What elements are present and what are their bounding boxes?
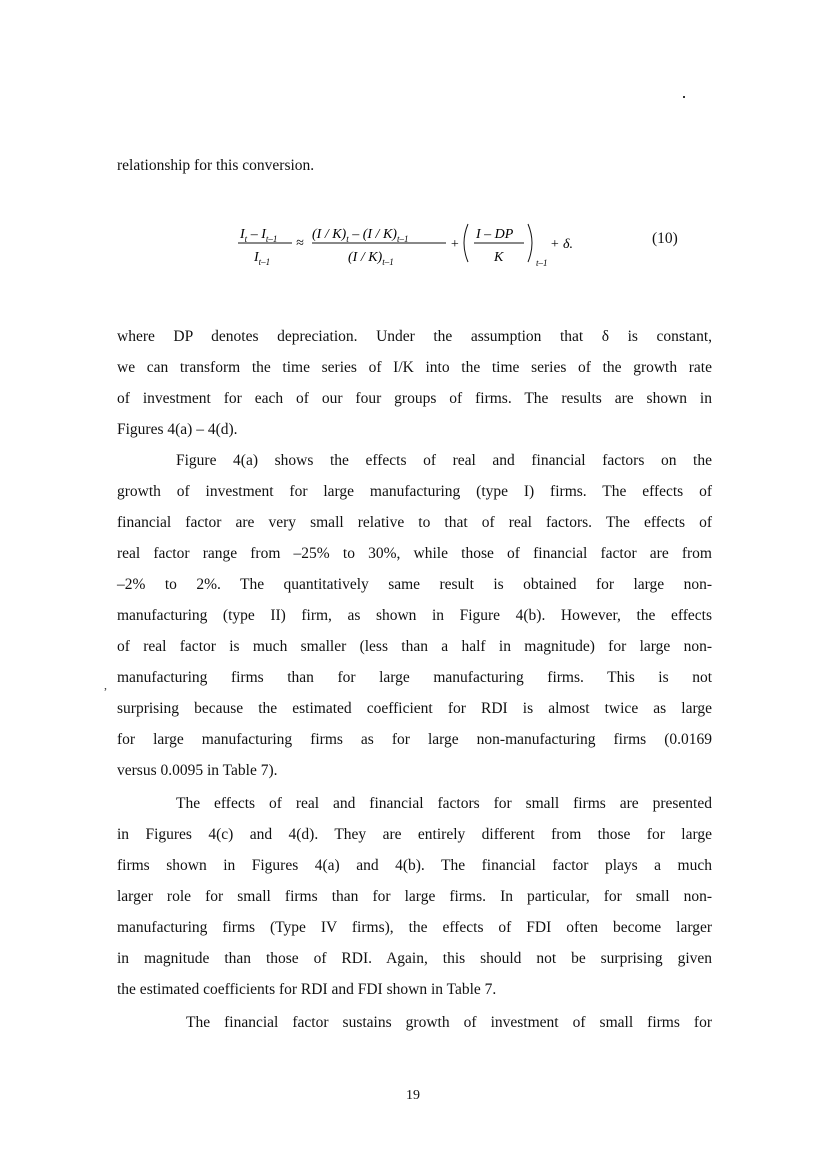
paragraph-line: the estimated coefficients for RDI and FDI shown in Table 7. (117, 981, 497, 998)
paragraph-line: manufacturing (type II) firm, as shown in Figure 4(b). However, the effects (117, 607, 712, 624)
lhs-denominator: $I_{t-1}$ (254, 250, 271, 267)
equation-number: (10) (652, 230, 678, 247)
paragraph-line: where DP denotes depreciation. Under the assumption that δ is constant, (117, 328, 712, 345)
paragraph-line: real factor range from –25% to 30%, while those of financial factor are from (117, 545, 712, 562)
paragraph-line: in Figures 4(c) and 4(d). They are entirely different from those for large (117, 826, 712, 843)
lhs-numerator: $I_t - I_{t-1}$ (240, 227, 278, 244)
paragraph-line: The effects of real and financial factors for small firms are presented (176, 795, 712, 812)
paragraph-line: –2% to 2%. The quantitatively same result is obtained for large non- (117, 576, 712, 593)
paragraph-line: relationship for this conversion. (117, 157, 315, 174)
frac1-numerator: $(I / K)_t - (I / K)_{t-1}$ (312, 227, 409, 244)
paragraph-line: of real factor is much smaller (less than a half in magnitude) for large non- (117, 638, 712, 655)
paragraph-line: financial factor are very small relative to that of real factors. The effects of (117, 514, 712, 531)
page-number: 19 (406, 1088, 420, 1103)
plus-sign: + (450, 237, 460, 252)
paragraph-line: The financial factor sustains growth of investment of small firms for (186, 1014, 712, 1031)
scan-speck (683, 96, 685, 98)
frac2-numerator: I – DP (476, 227, 514, 242)
paragraph-line: for large manufacturing firms as for large non-manufacturing firms (0.0169 (117, 731, 712, 748)
paragraph-line: growth of investment for large manufacturing (type I) firms. The effects of (117, 483, 712, 500)
equation-10 (228, 218, 588, 268)
paragraph-line: of investment for each of our four groups of firms. The results are shown in (117, 390, 712, 407)
paragraph-line: versus 0.0095 in Table 7). (117, 762, 278, 779)
paragraph-line: surprising because the estimated coefficient for RDI is almost twice as large (117, 700, 712, 717)
delta-term: + δ. (550, 237, 573, 252)
paragraph-line: Figures 4(a) – 4(d). (117, 421, 238, 438)
paragraph-line: manufacturing firms than for large manufacturing firms. This is not (117, 669, 712, 686)
frac2-subscript: t–1 (536, 258, 548, 268)
paragraph-line: Figure 4(a) shows the effects of real and financial factors on the (176, 452, 712, 469)
paragraph-line: larger role for small firms than for large firms. In particular, for small non- (117, 888, 712, 905)
paragraph-line: we can transform the time series of I/K into the time series of the growth rate (117, 359, 712, 376)
paragraph-line: in magnitude than those of RDI. Again, this should not be surprising given (117, 950, 712, 967)
paragraph-line: firms shown in Figures 4(a) and 4(b). The financial factor plays a much (117, 857, 712, 874)
frac1-denominator: $(I / K)_{t-1}$ (348, 250, 394, 267)
approx-sign: ≈ (296, 236, 304, 251)
paragraph-line: manufacturing firms (Type IV firms), the effects of FDI often become larger (117, 919, 712, 936)
margin-mark: , (104, 678, 107, 692)
frac2-denominator: K (494, 250, 504, 265)
